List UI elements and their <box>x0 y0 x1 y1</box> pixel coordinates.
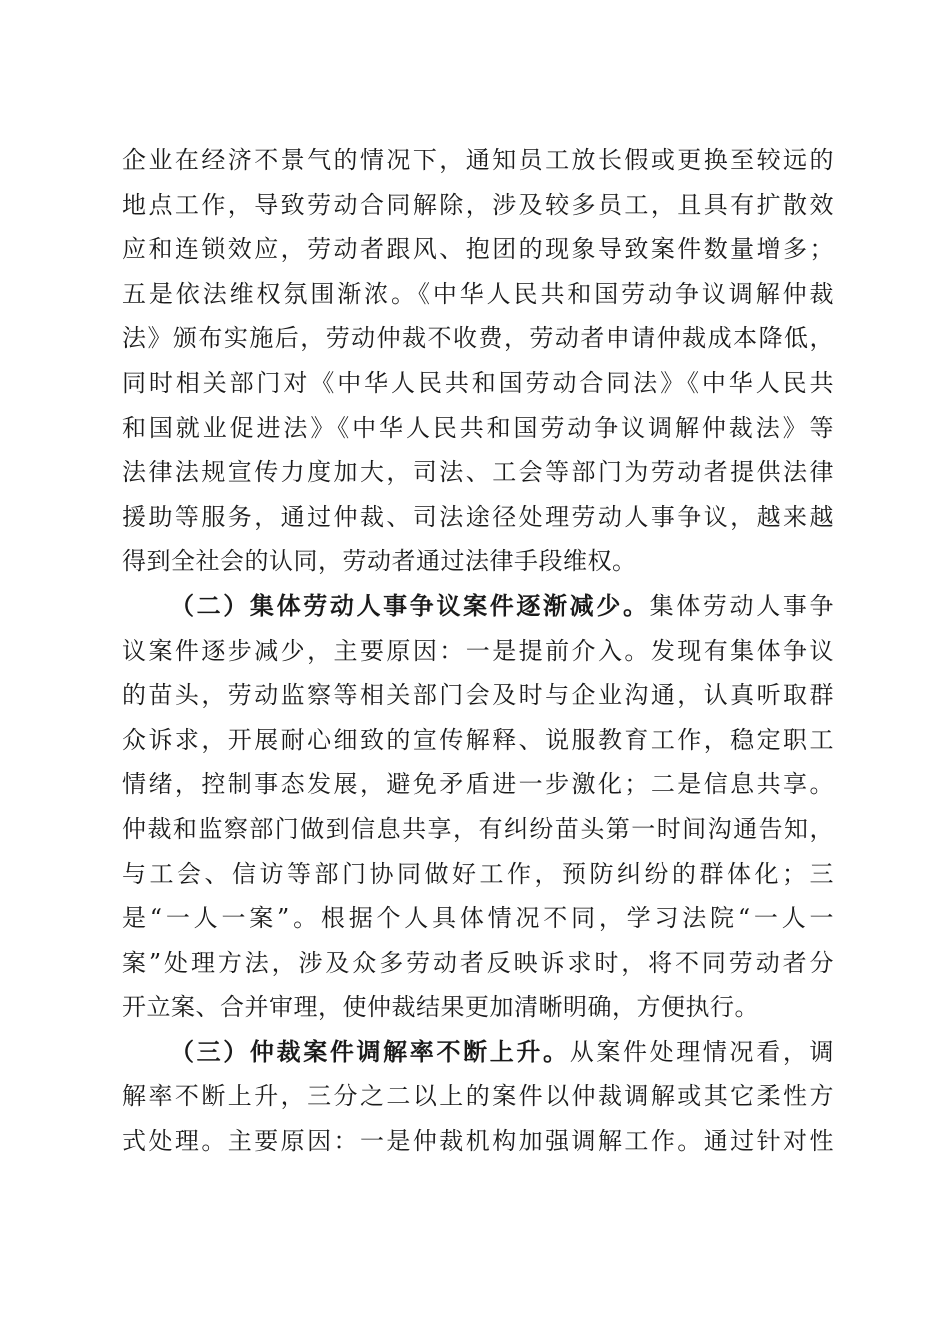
paragraph-line: 企业在经济不景气的情况下，通知员工放长假或更换至较远的 <box>122 146 834 174</box>
body-text <box>122 138 834 1164</box>
paragraph-line: 是“一人一案”。根据个人具体情况不同，学习法院“一人一 <box>122 904 834 933</box>
paragraph-line: 得到全社会的认同，劳动者通过法律手段维权。 <box>122 547 637 576</box>
section-3-first-line-text: 从案件处理情况看，调 <box>569 1037 834 1066</box>
paragraph-line: 议案件逐步减少，主要原因：一是提前介入。发现有集体争议 <box>122 636 834 665</box>
paragraph-line: 仲裁和监察部门做到信息共享，有纠纷苗头第一时间沟通告知， <box>122 814 834 843</box>
paragraph-line: 情绪，控制事态发展，避免矛盾进一步激化；二是信息共享。 <box>122 770 834 799</box>
paragraph-line: 地点工作，导致劳动合同解除，涉及较多员工，且具有扩散效 <box>122 190 834 219</box>
paragraph-line: 的苗头，劳动监察等相关部门会及时与企业沟通，认真听取群 <box>122 681 834 710</box>
paragraph-line: 应和连锁效应，劳动者跟风、抱团的现象导致案件数量增多； <box>122 235 834 264</box>
paragraph-line: 法律法规宣传力度加大，司法、工会等部门为劳动者提供法律 <box>122 458 834 487</box>
section-2-first-line <box>122 584 834 629</box>
paragraph-line: 案”处理方法，涉及众多劳动者反映诉求时，将不同劳动者分 <box>122 948 834 977</box>
paragraph-line: 开立案、合并审理，使仲裁结果更加清晰明确，方便执行。 <box>122 993 759 1022</box>
section-2-heading: （二）集体劳动人事争议案件逐渐减少。 <box>170 591 650 620</box>
paragraph-line: 与工会、信访等部门协同做好工作，预防纠纷的群体化；三 <box>122 859 834 888</box>
paragraph-line: 式处理。主要原因：一是仲裁机构加强调解工作。通过针对性 <box>122 1127 834 1156</box>
paragraph-line: 众诉求，开展耐心细致的宣传解释、说服教育工作，稳定职工 <box>122 725 834 754</box>
section-3-heading: （三）仲裁案件调解率不断上升。 <box>170 1037 570 1066</box>
section-3-first-line <box>122 1030 834 1075</box>
paragraph-line: 同时相关部门对《中华人民共和国劳动合同法》《中华人民共 <box>122 368 834 397</box>
paragraph-line: 法》颁布实施后，劳动仲裁不收费，劳动者申请仲裁成本降低， <box>122 324 834 353</box>
paragraph-line: 解率不断上升，三分之二以上的案件以仲裁调解或其它柔性方 <box>122 1082 834 1111</box>
section-2-first-line-text: 集体劳动人事争 <box>649 591 834 620</box>
paragraph-line: 援助等服务，通过仲裁、司法途径处理劳动人事争议，越来越 <box>122 502 834 531</box>
paragraph-line: 五是依法维权氛围渐浓。《中华人民共和国劳动争议调解仲裁 <box>122 279 834 308</box>
paragraph-line: 和国就业促进法》《中华人民共和国劳动争议调解仲裁法》等 <box>122 413 834 442</box>
